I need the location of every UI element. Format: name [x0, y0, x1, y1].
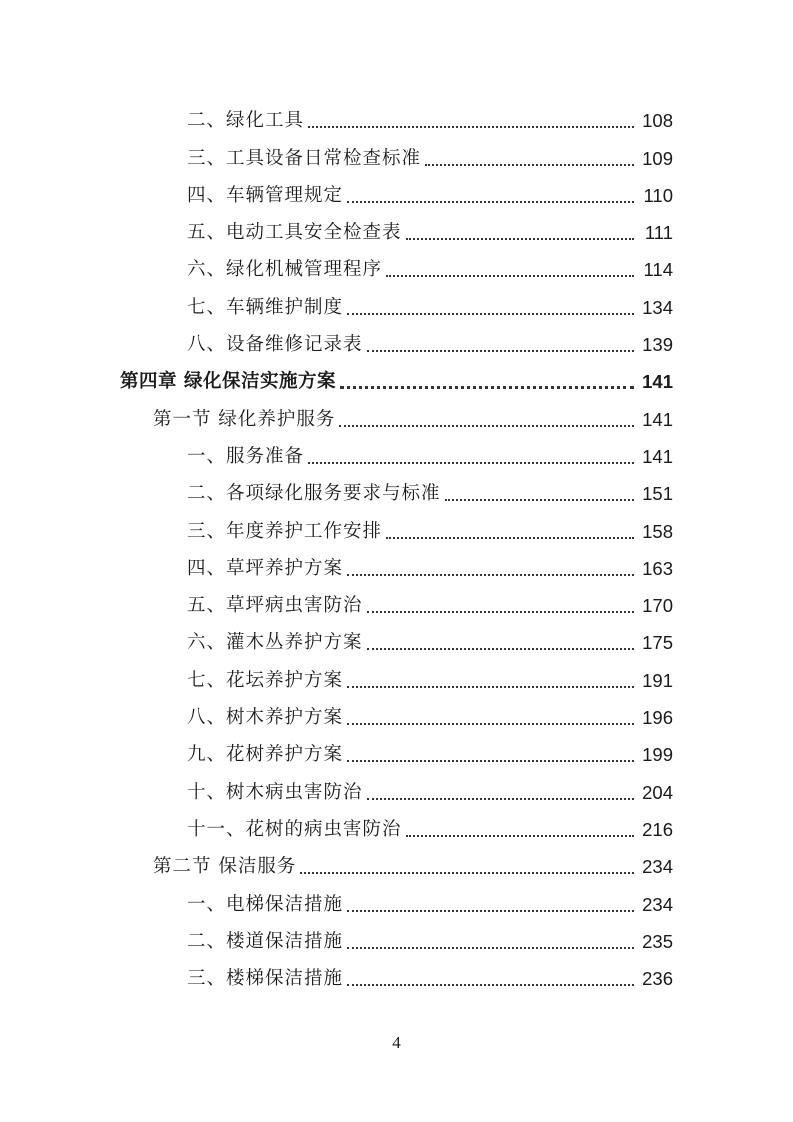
toc-item-entry[interactable]: [0, 287, 793, 324]
toc-entry-label: 五、草坪病虫害防治: [187, 595, 363, 617]
toc-entry-page: 109: [642, 147, 673, 169]
toc-dot-leader: [347, 723, 634, 725]
page-number: 4: [392, 1033, 401, 1052]
toc-entry-page: 141: [642, 445, 673, 467]
toc-item-entry[interactable]: [0, 884, 793, 921]
toc-entry-page: 191: [642, 669, 673, 691]
toc-dot-leader: [308, 462, 634, 464]
toc-entry-label: 第四章 绿化保洁实施方案: [120, 371, 336, 393]
toc-entry-page: 235: [642, 930, 673, 952]
toc-item-entry[interactable]: [0, 623, 793, 660]
toc-entry-label: 十一、花树的病虫害防治: [187, 818, 402, 840]
toc-item-entry[interactable]: [0, 810, 793, 847]
toc-entry-label: 八、设备维修记录表: [187, 334, 363, 356]
toc-entry-label: 九、花树养护方案: [187, 744, 344, 766]
toc-entry-page: 216: [642, 818, 673, 840]
toc-entry-page: 234: [642, 856, 673, 878]
toc-dot-leader: [445, 499, 634, 501]
toc-dot-leader: [339, 425, 634, 427]
toc-dot-leader: [347, 910, 634, 912]
toc-entry-page: 139: [642, 334, 673, 356]
toc-entry-page: 110: [643, 184, 673, 206]
toc-entry-label: 四、草坪养护方案: [187, 557, 344, 579]
toc-item-entry[interactable]: [0, 586, 793, 623]
toc-entry-label: 十、树木病虫害防治: [187, 781, 363, 803]
toc-dot-leader: [308, 126, 634, 128]
toc-dot-leader: [347, 201, 634, 203]
toc-entry-page: 199: [642, 744, 673, 766]
toc-item-entry[interactable]: [0, 250, 793, 287]
toc-entry-page: 170: [642, 595, 673, 617]
toc-entry-page: 158: [642, 520, 673, 542]
toc-entry-label: 二、绿化工具: [187, 110, 305, 132]
toc-item-entry[interactable]: [0, 325, 793, 362]
toc-entry-page: 234: [642, 893, 673, 915]
toc-item-entry[interactable]: [0, 176, 793, 213]
toc-entry-label: 二、楼道保洁措施: [187, 930, 344, 952]
toc-entry-page: 108: [642, 110, 673, 132]
toc-dot-leader: [406, 238, 634, 240]
toc-entry-label: 七、花坛养护方案: [187, 669, 344, 691]
toc-item-entry[interactable]: [0, 437, 793, 474]
toc-entry-page: 236: [642, 968, 673, 990]
toc-section-entry[interactable]: [0, 847, 793, 884]
toc-dot-leader: [386, 537, 634, 539]
toc-entry-page: 114: [643, 259, 673, 281]
toc-entry-label: 八、树木养护方案: [187, 707, 344, 729]
toc-item-entry[interactable]: [0, 698, 793, 735]
toc-dot-leader: [347, 574, 634, 576]
toc-entry-page: 141: [642, 408, 673, 430]
toc-entry-page: 111: [644, 222, 673, 244]
toc-item-entry[interactable]: [0, 511, 793, 548]
toc-dot-leader: [300, 872, 634, 874]
toc-entry-label: 第一节 绿化养护服务: [153, 408, 336, 430]
toc-entry-page: 204: [642, 781, 673, 803]
toc-item-entry[interactable]: [0, 660, 793, 697]
toc-entry-page: 175: [642, 632, 673, 654]
toc-section-entry[interactable]: [0, 399, 793, 436]
toc-item-entry[interactable]: [0, 772, 793, 809]
toc-entry-label: 六、绿化机械管理程序: [187, 259, 383, 281]
toc-dot-leader: [425, 164, 634, 166]
table-of-contents: [0, 101, 793, 996]
toc-dot-leader: [367, 611, 634, 613]
toc-dot-leader: [386, 275, 634, 277]
toc-item-entry[interactable]: [0, 138, 793, 175]
toc-entry-label: 四、车辆管理规定: [187, 184, 344, 206]
toc-entry-label: 六、灌木丛养护方案: [187, 632, 363, 654]
toc-dot-leader: [367, 648, 634, 650]
toc-entry-label: 七、车辆维护制度: [187, 296, 344, 318]
toc-item-entry[interactable]: [0, 959, 793, 996]
toc-item-entry[interactable]: [0, 213, 793, 250]
toc-dot-leader: [367, 350, 634, 352]
toc-entry-page: 151: [642, 483, 673, 505]
toc-entry-page: 134: [642, 296, 673, 318]
toc-entry-page: 141: [642, 371, 673, 393]
toc-item-entry[interactable]: [0, 549, 793, 586]
toc-entry-label: 三、年度养护工作安排: [187, 520, 383, 542]
toc-item-entry[interactable]: [0, 101, 793, 138]
toc-item-entry[interactable]: [0, 922, 793, 959]
toc-item-entry[interactable]: [0, 735, 793, 772]
toc-dot-leader: [340, 386, 634, 389]
toc-entry-page: 163: [642, 557, 673, 579]
toc-entry-label: 三、楼梯保洁措施: [187, 968, 344, 990]
toc-dot-leader: [347, 984, 634, 986]
toc-chapter-entry[interactable]: [0, 362, 793, 399]
toc-entry-label: 三、工具设备日常检查标准: [187, 147, 422, 169]
toc-entry-label: 一、服务准备: [187, 445, 305, 467]
toc-entry-label: 第二节 保洁服务: [153, 856, 297, 878]
toc-dot-leader: [347, 313, 634, 315]
toc-dot-leader: [367, 798, 634, 800]
toc-dot-leader: [347, 760, 634, 762]
toc-item-entry[interactable]: [0, 474, 793, 511]
toc-entry-label: 二、各项绿化服务要求与标准: [187, 483, 441, 505]
toc-entry-label: 一、电梯保洁措施: [187, 893, 344, 915]
toc-dot-leader: [406, 835, 634, 837]
toc-dot-leader: [347, 686, 634, 688]
toc-entry-page: 196: [642, 707, 673, 729]
toc-entry-label: 五、电动工具安全检查表: [187, 222, 402, 244]
toc-dot-leader: [347, 947, 634, 949]
